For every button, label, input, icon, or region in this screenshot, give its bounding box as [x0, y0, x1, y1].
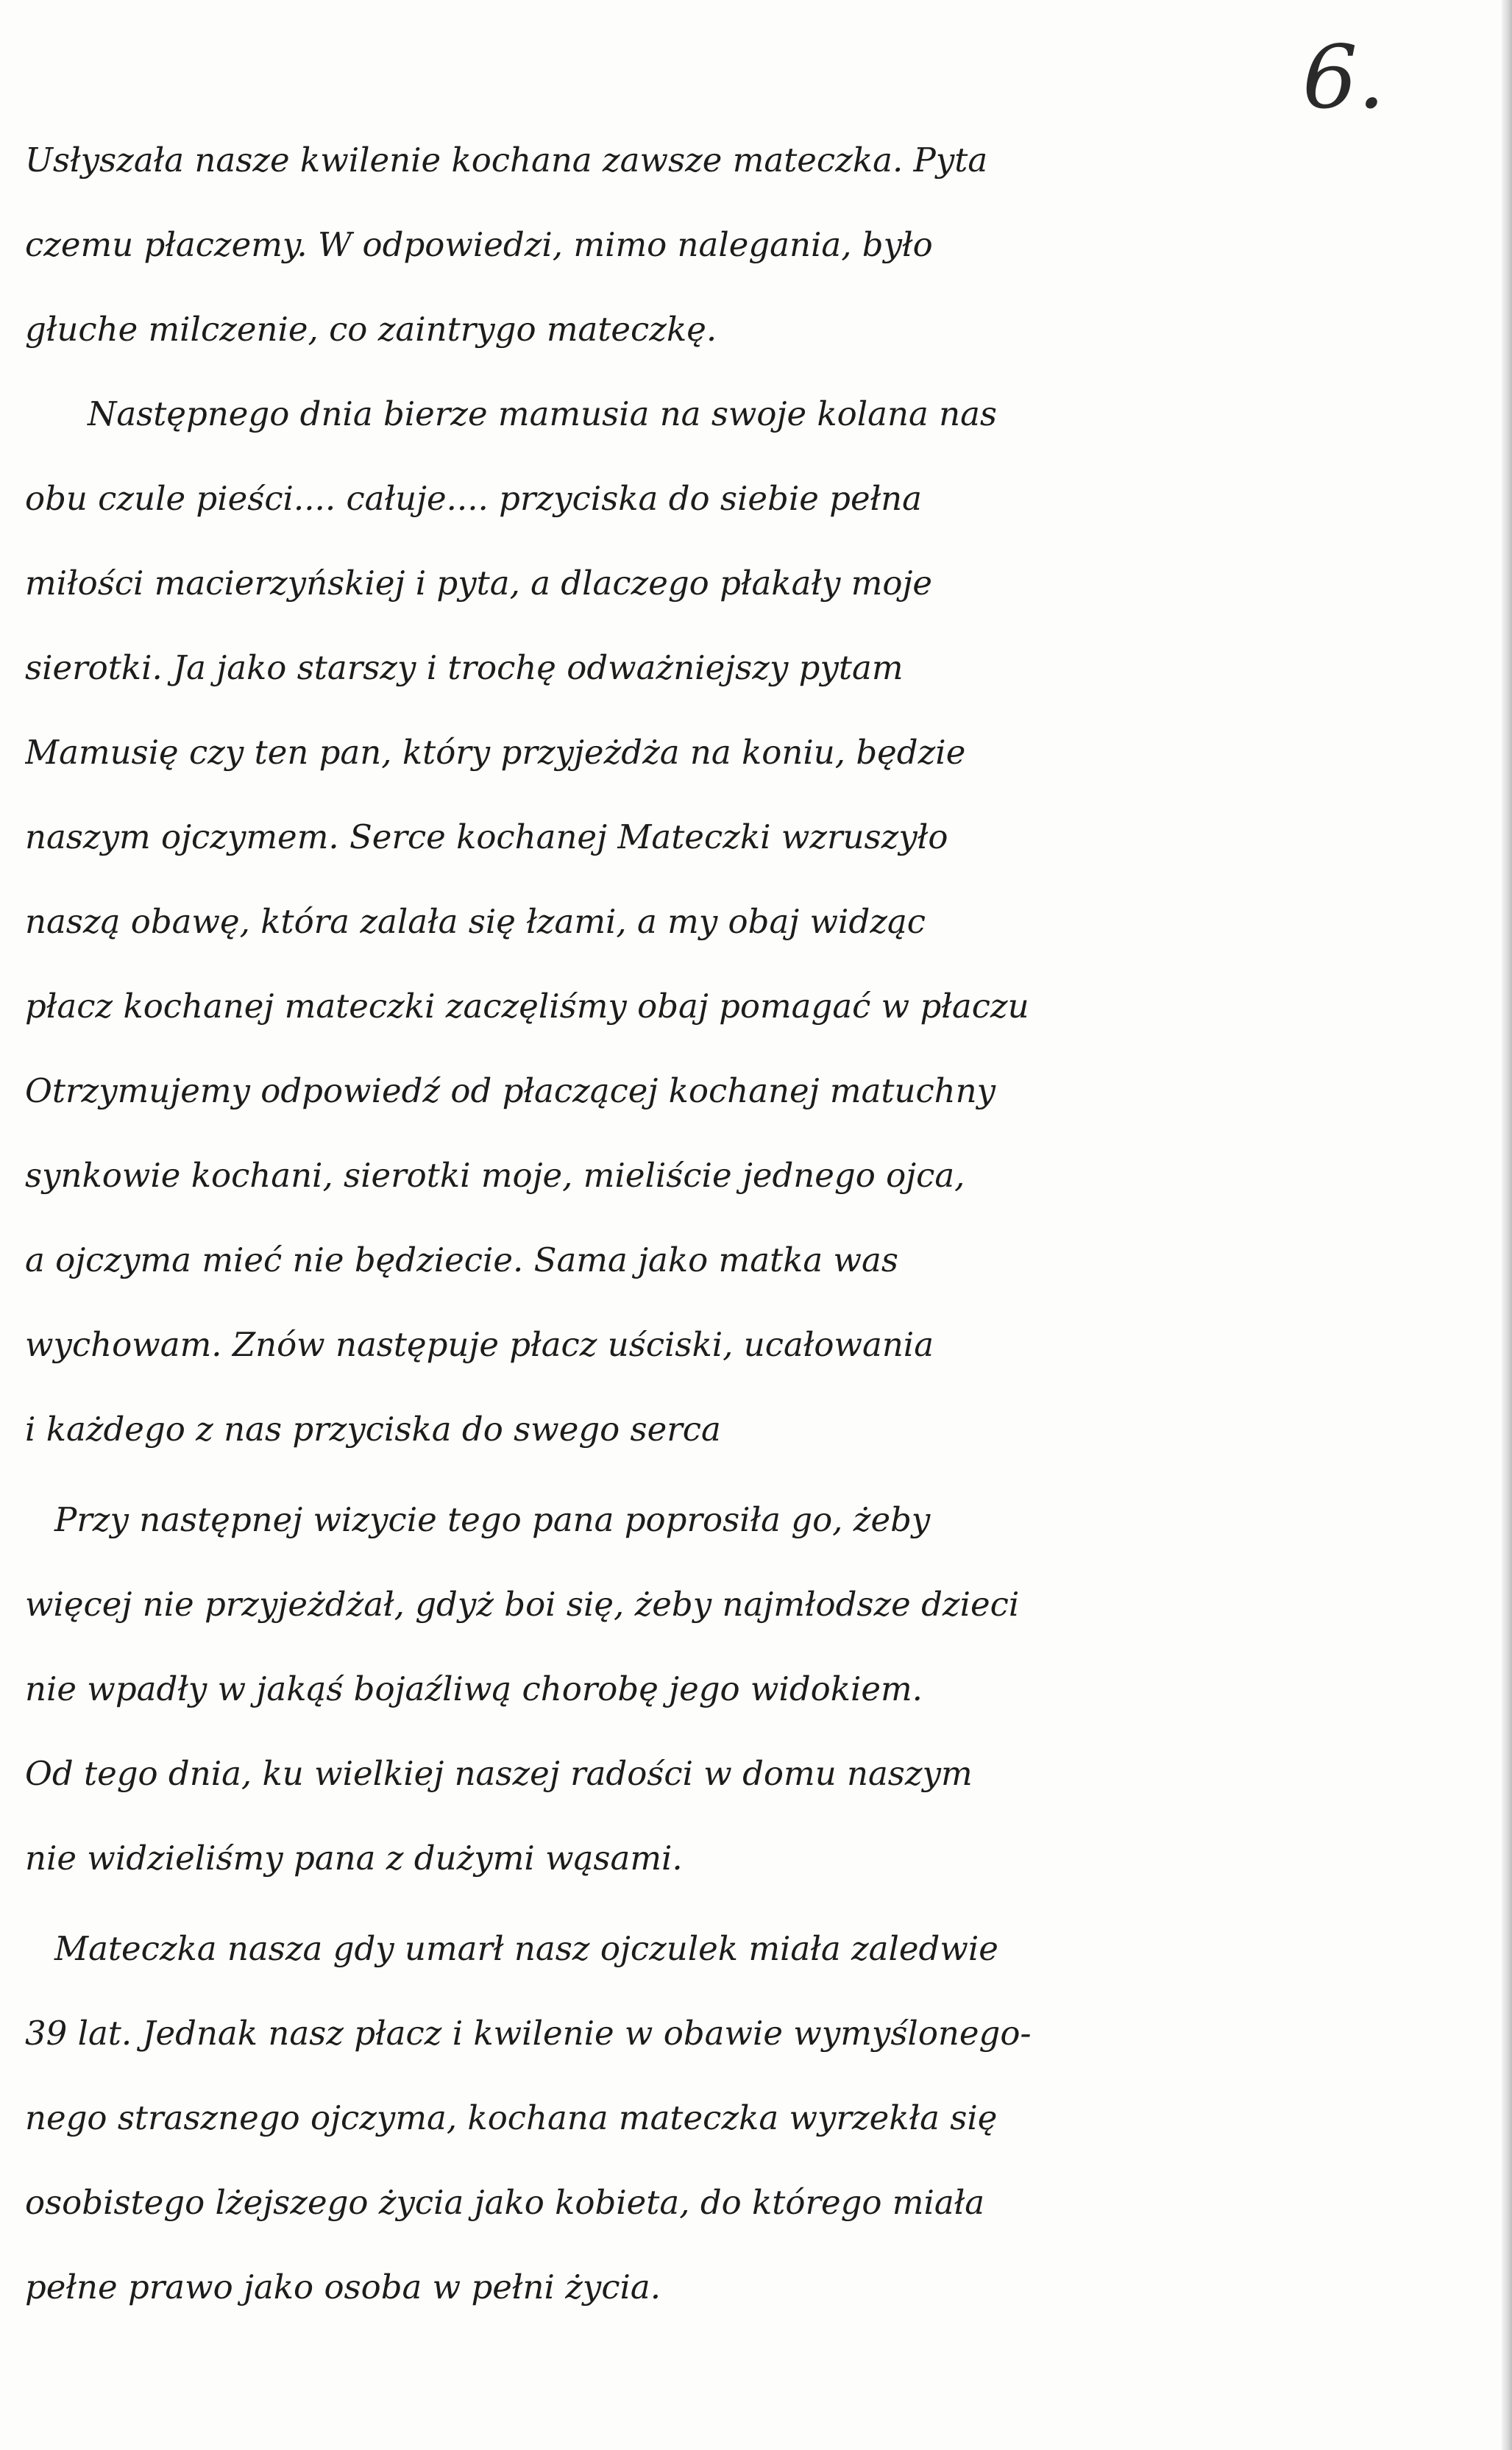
- text-line: 39 lat. Jednak nasz płacz i kwilenie w obawie wymyślonego-: [25, 2014, 1032, 2053]
- text-line: sierotki. Ja jako starszy i trochę odważniejszy pytam: [25, 648, 904, 687]
- text-line: czemu płaczemy. W odpowiedzi, mimo nalegania, było: [25, 225, 933, 264]
- text-line: wychowam. Znów następuje płacz uściski, ucałowania: [25, 1325, 934, 1364]
- text-line: Przy następnej wizycie tego pana poprosiła go, żeby: [54, 1500, 931, 1539]
- text-line: nie wpadły w jakąś bojaźliwą chorobę jego widokiem.: [25, 1669, 923, 1708]
- text-line: Usłyszała nasze kwilenie kochana zawsze mateczka. Pyta: [25, 141, 988, 180]
- text-line: pełne prawo jako osoba w pełni życia.: [25, 2268, 661, 2307]
- text-line: osobistego lżejszego życia jako kobieta, do którego miała: [25, 2183, 985, 2222]
- text-line: Od tego dnia, ku wielkiej naszej radości w domu naszym: [25, 1754, 973, 1793]
- text-line: naszym ojczymem. Serce kochanej Mateczki wzruszyło: [25, 817, 948, 856]
- text-line: nego strasznego ojczyma, kochana mateczka wyrzekła się: [25, 2098, 998, 2137]
- text-line: i każdego z nas przyciska do swego serca: [25, 1410, 721, 1449]
- text-line: Mamusię czy ten pan, który przyjeżdża na koniu, będzie: [25, 733, 966, 772]
- text-line: Otrzymujemy odpowiedź od płaczącej kochanej matuchny: [25, 1071, 996, 1110]
- text-line: a ojczyma mieć nie będziecie. Sama jako matka was: [25, 1240, 898, 1279]
- handwritten-text: [25, 118, 1489, 2329]
- text-line: głuche milczenie, co zaintrygo mateczkę.: [25, 310, 717, 349]
- text-line: więcej nie przyjeżdżał, gdyż boi się, żeby najmłodsze dzieci: [25, 1585, 1020, 1624]
- text-line: płacz kochanej mateczki zaczęliśmy obaj pomagać w płaczu: [25, 987, 1029, 1026]
- text-line: nie widzieliśmy pana z dużymi wąsami.: [25, 1839, 683, 1878]
- page-edge-shadow: [1502, 0, 1512, 2450]
- text-line: synkowie kochani, sierotki moje, mieliście jednego ojca,: [25, 1156, 965, 1195]
- text-line: miłości macierzyńskiej i pyta, a dlaczego płakały moje: [25, 564, 933, 603]
- page-number: 6.: [1302, 26, 1385, 128]
- text-line: Mateczka nasza gdy umarł nasz ojczulek miała zaledwie: [54, 1929, 998, 1968]
- text-line: naszą obawę, która zalała się łzami, a my obaj widząc: [25, 902, 926, 941]
- text-line: obu czule pieści.... całuje.... przyciska do siebie pełna: [25, 479, 922, 518]
- text-line: Następnego dnia bierze mamusia na swoje kolana nas: [88, 394, 998, 433]
